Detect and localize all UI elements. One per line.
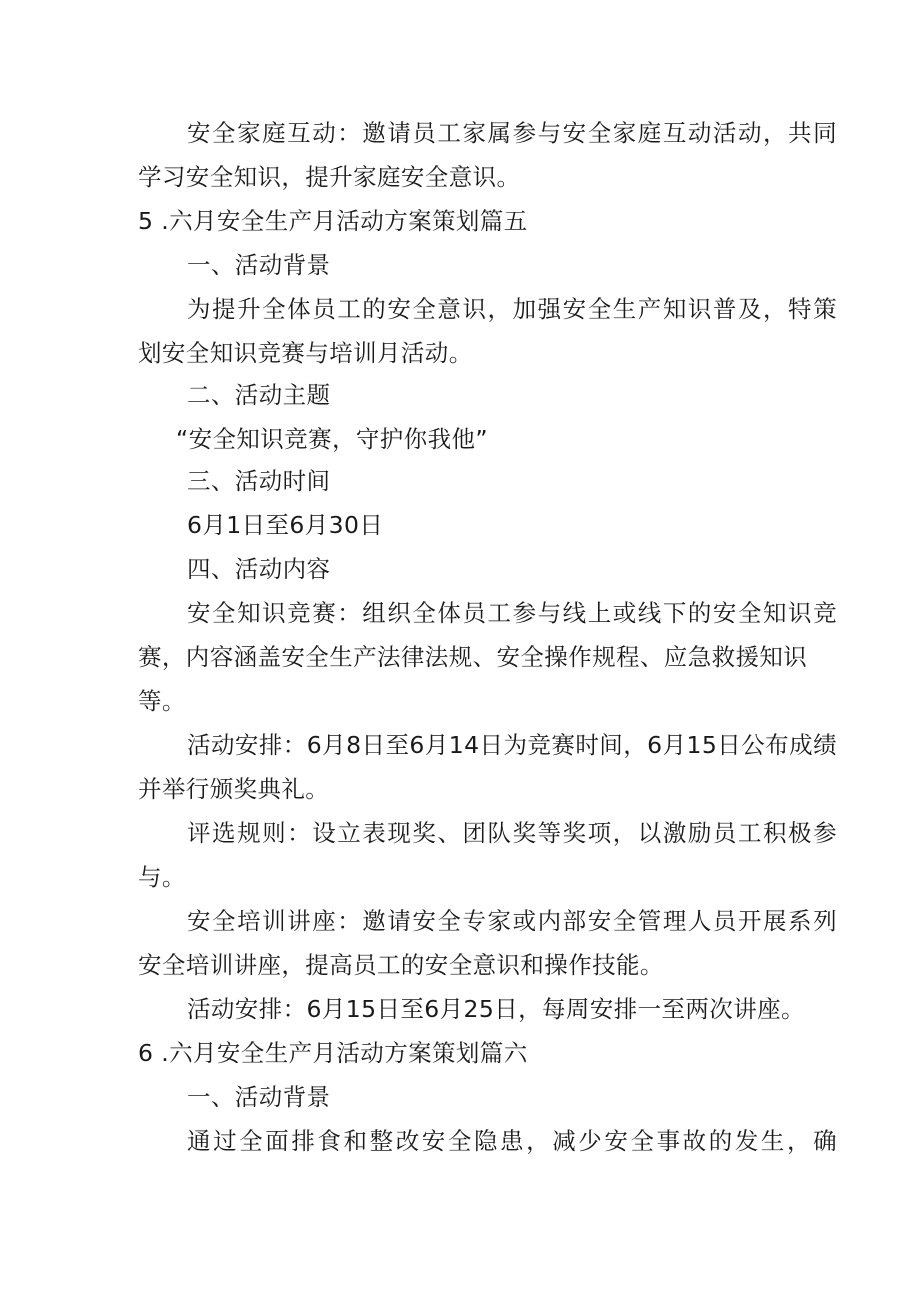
subheading-background: 一、活动背景 xyxy=(187,251,331,279)
paragraph-rules-line1: 评选规则：设立表现奖、团队奖等奖项，以激励员工积极参 xyxy=(187,819,837,847)
paragraph-background-line2: 划安全知识竞赛与培训月活动。 xyxy=(138,339,473,367)
paragraph-family-interaction-line2: 学习安全知识，提升家庭安全意识。 xyxy=(138,163,521,191)
paragraph-quiz-schedule-line1: 活动安排：6月8日至6月14日为竞赛时间，6月15日公布成绩 xyxy=(187,731,837,759)
paragraph-rules-line2: 与。 xyxy=(138,863,186,891)
paragraph-background-line1: 为提升全体员工的安全意识，加强安全生产知识普及，特策 xyxy=(187,295,837,323)
paragraph-quiz-schedule-line2: 并举行颁奖典礼。 xyxy=(138,775,330,803)
theme-slogan: “安全知识竞赛，守护你我他” xyxy=(176,425,488,453)
paragraph-lecture-line2: 安全培训讲座，提高员工的安全意识和操作技能。 xyxy=(138,951,664,979)
paragraph-quiz-line2: 赛，内容涵盖安全生产法律法规、安全操作规程、应急救援知识 xyxy=(138,643,808,671)
activity-dates: 6月1日至6月30日 xyxy=(187,511,384,539)
paragraph-quiz-line1: 安全知识竞赛：组织全体员工参与线上或线下的安全知识竞 xyxy=(187,599,837,627)
subheading-content: 四、活动内容 xyxy=(187,555,331,583)
paragraph-lecture-schedule: 活动安排：6月15日至6月25日，每周安排一至两次讲座。 xyxy=(187,995,805,1023)
paragraph-background-part6-line1: 通过全面排食和整改安全隐患，减少安全事故的发生，确 xyxy=(187,1127,837,1155)
subheading-time: 三、活动时间 xyxy=(187,467,331,495)
paragraph-quiz-line3: 等。 xyxy=(138,687,186,715)
subheading-background-part6: 一、活动背景 xyxy=(187,1083,331,1111)
subheading-theme: 二、活动主题 xyxy=(187,381,331,409)
section-heading-part6: 6 .六月安全生产月活动方案策划篇六 xyxy=(138,1039,528,1067)
paragraph-lecture-line1: 安全培训讲座：邀请安全专家或内部安全管理人员开展系列 xyxy=(187,907,837,935)
paragraph-family-interaction-line1: 安全家庭互动：邀请员工家属参与安全家庭互动活动，共同 xyxy=(187,119,837,147)
section-heading-part5: 5 .六月安全生产月活动方案策划篇五 xyxy=(138,207,528,235)
